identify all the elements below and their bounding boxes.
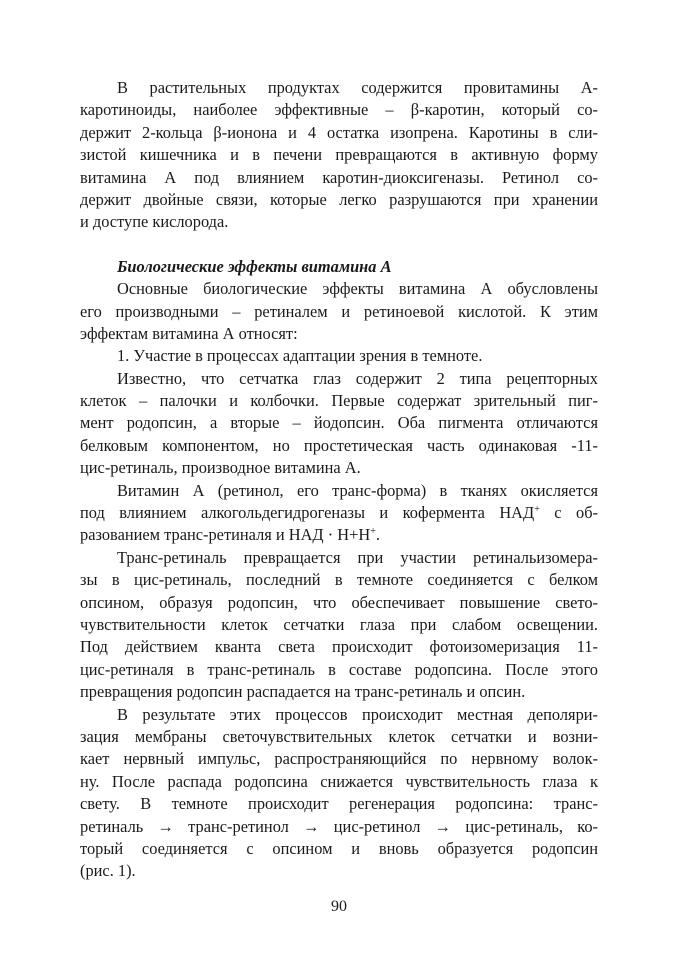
text-line: цис-ретиналя в транс-ретиналь в составе родопсина. После этого	[80, 659, 598, 679]
text-line: мент родопсин, а вторые – йодопсин. Оба пигмента отличаются	[80, 413, 598, 433]
text-line: чувствительности клеток сетчатки глаза при слабом освещении.	[80, 614, 598, 634]
section-heading: Биологические эффекты витамина А	[117, 256, 392, 276]
text-line: Основные биологические эффекты витамина А обусловлены	[117, 279, 598, 299]
text-line: и доступе кислорода.	[80, 212, 229, 232]
paragraph-effects-intro	[80, 278, 598, 345]
text-line: зы в цис-ретиналь, последний в темноте соединяется с белком	[80, 570, 598, 590]
text-line: Под действием кванта света происходит фотоизомеризация 11-	[80, 637, 598, 657]
text-line: клеток – палочки и колбочки. Первые содержат зрительный пиг-	[80, 391, 598, 411]
paragraph-isomerization	[80, 547, 598, 704]
text-line: зистой кишечника и в печени превращаются в активную форму	[80, 145, 598, 165]
text-line	[80, 524, 598, 546]
text-line: ретиналь → транс-ретинол → цис-ретинол → цис-ретиналь, ко-	[80, 816, 598, 836]
text-line: В растительных продуктах содержится провитамины А-	[117, 78, 598, 97]
text-line: Витамин А (ретинол, его транс-форма) в тканях окисляется	[117, 480, 598, 500]
paragraph-provitamins	[80, 77, 598, 234]
text-line: (рис. 1).	[80, 861, 136, 881]
superscript: +	[534, 504, 540, 516]
text-fragment: .	[375, 525, 380, 545]
text-line	[80, 502, 598, 524]
superscript: +	[370, 526, 376, 538]
text-line: В результате этих процессов происходит местная деполяри-	[117, 704, 598, 724]
page-number: 90	[331, 898, 347, 915]
text-line: торый соединяется с опсином и вновь образуется родопсин	[80, 838, 598, 858]
text-fragment: под влиянием алкогольдегидрогеназы и кофермента НАД	[80, 503, 535, 523]
paragraph-retina	[80, 368, 598, 480]
text-line: превращения родопсин распадается на транс-ретиналь и опсин.	[80, 682, 526, 702]
paragraph-regeneration	[80, 704, 598, 883]
text-line: Известно, что сетчатка глаз содержит 2 типа рецепторных	[117, 368, 598, 388]
text-line: эффектам витамина А относят:	[80, 323, 298, 343]
text-line: зация мембраны светочувствительных клеток сетчатки и возни-	[80, 726, 598, 746]
page-body	[80, 77, 598, 883]
text-fragment: с об-	[539, 503, 599, 523]
paragraph-gap	[80, 234, 598, 256]
paragraph-retinol-oxidation	[80, 480, 598, 547]
text-line: держит 2-кольца β-ионона и 4 остатка изопрена. Каротины в сли-	[80, 122, 598, 142]
text-line: его производными – ретиналем и ретиноевой кислотой. К этим	[80, 301, 598, 321]
list-item-1: 1. Участие в процессах адаптации зрения в темноте.	[117, 346, 483, 366]
text-line: каротиноиды, наиболее эффективные – β-каротин, который со-	[80, 100, 598, 120]
text-line: белковым компонентом, но простетическая часть одинаковая -11-	[80, 435, 598, 455]
text-line: витамина А под влиянием каротин-диоксигеназы. Ретинол со-	[80, 167, 598, 187]
text-fragment: разованием транс-ретиналя и НАД · Н+Н	[80, 525, 371, 545]
text-line: цис-ретиналь, производное витамина А.	[80, 458, 361, 478]
text-line: свету. В темноте происходит регенерация родопсина: транс-	[80, 794, 598, 814]
text-line: ну. После распада родопсина снижается чувствительность глаза к	[80, 771, 598, 791]
text-line: Транс-ретиналь превращается при участии ретинальизомера-	[117, 547, 598, 567]
text-line: опсином, образуя родопсин, что обеспечивает повышение свето-	[80, 592, 598, 612]
text-line: кает нервный импульс, распространяющийся по нервному волок-	[80, 749, 598, 769]
text-line: держит двойные связи, которые легко разрушаются при хранении	[80, 189, 598, 209]
